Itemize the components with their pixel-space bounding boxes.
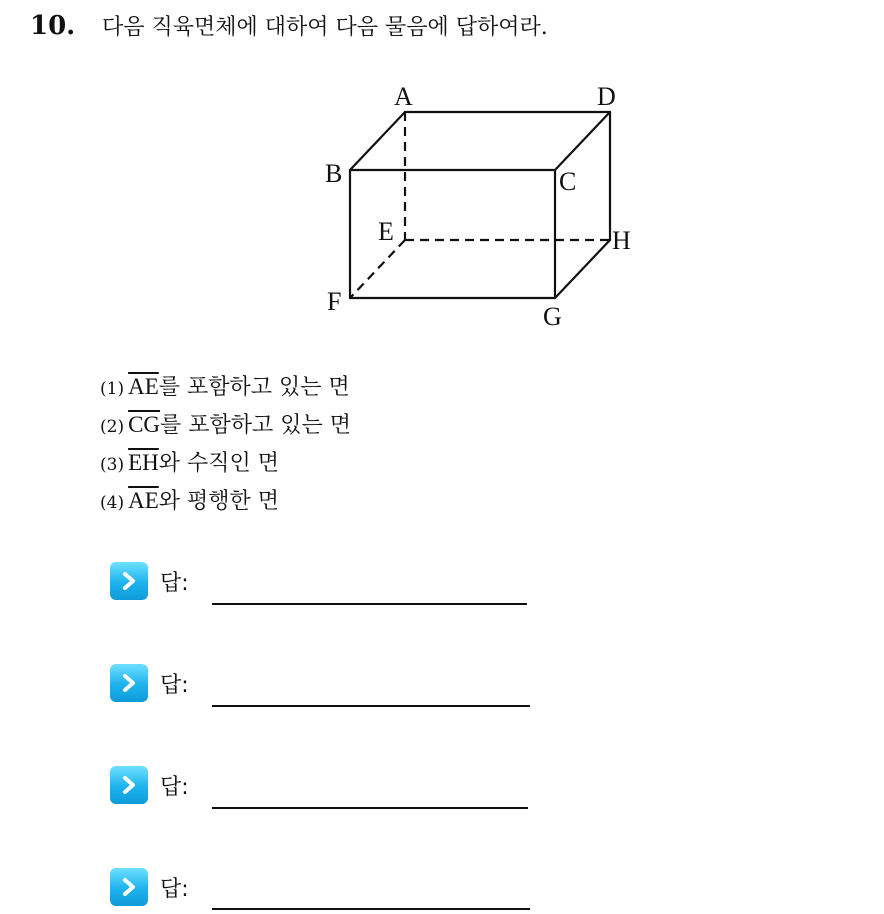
answer-field-1[interactable] bbox=[212, 603, 527, 605]
sub-question-text: 와 수직인 면 bbox=[158, 451, 280, 476]
vertex-label-f: F bbox=[327, 287, 342, 316]
answer-row-1 bbox=[110, 562, 189, 600]
cuboid-figure bbox=[320, 76, 650, 336]
question-number: 10. bbox=[30, 11, 76, 41]
vertex-label-g: G bbox=[543, 302, 562, 331]
answer-label: 답: bbox=[160, 876, 189, 902]
sub-question-4 bbox=[100, 482, 351, 520]
chevron-right-icon bbox=[110, 766, 148, 804]
vertex-label-e: E bbox=[378, 217, 394, 246]
answer-field-2[interactable] bbox=[212, 705, 530, 707]
chevron-right-icon bbox=[110, 868, 148, 906]
segment-label: $\overline{CG}$ bbox=[128, 412, 161, 437]
sub-question-text: 를 포함하고 있는 면 bbox=[160, 413, 352, 438]
sub-question-number: (3) bbox=[100, 455, 125, 475]
chevron-right-icon bbox=[110, 562, 148, 600]
vertex-label-c: C bbox=[559, 167, 577, 196]
answer-row-2 bbox=[110, 664, 189, 702]
sub-question-number: (4) bbox=[100, 493, 125, 513]
edge-dc bbox=[555, 112, 610, 170]
vertex-label-a: A bbox=[394, 82, 413, 111]
answer-label: 답: bbox=[160, 570, 189, 596]
vertex-label-h: H bbox=[612, 226, 631, 255]
sub-question-1 bbox=[100, 368, 351, 406]
sub-question-list bbox=[100, 368, 351, 520]
answer-field-3[interactable] bbox=[212, 807, 528, 809]
segment-label: $\overline{AE}$ bbox=[128, 488, 159, 513]
segment-label: $\overline{EH}$ bbox=[128, 450, 159, 475]
sub-question-text: 를 포함하고 있는 면 bbox=[158, 375, 350, 400]
question-header bbox=[30, 10, 548, 41]
sub-question-2 bbox=[100, 406, 351, 444]
answer-row-4 bbox=[110, 868, 189, 906]
answer-label: 답: bbox=[160, 672, 189, 698]
sub-question-text: 와 평행한 면 bbox=[158, 489, 280, 514]
sub-question-number: (2) bbox=[100, 417, 125, 437]
chevron-right-icon bbox=[110, 664, 148, 702]
vertex-label-b: B bbox=[325, 159, 343, 188]
edge-hg bbox=[555, 240, 610, 298]
answer-field-4[interactable] bbox=[212, 908, 530, 910]
answer-label: 답: bbox=[160, 774, 189, 800]
segment-label: $\overline{AE}$ bbox=[128, 374, 159, 399]
vertex-label-d: D bbox=[597, 82, 616, 111]
edge-ef-hidden bbox=[350, 240, 405, 298]
edge-ab bbox=[350, 112, 405, 170]
sub-question-number: (1) bbox=[100, 379, 125, 399]
sub-question-3 bbox=[100, 444, 351, 482]
question-text: 다음 직육면체에 대하여 다음 물음에 답하여라. bbox=[102, 15, 548, 40]
answer-row-3 bbox=[110, 766, 189, 804]
